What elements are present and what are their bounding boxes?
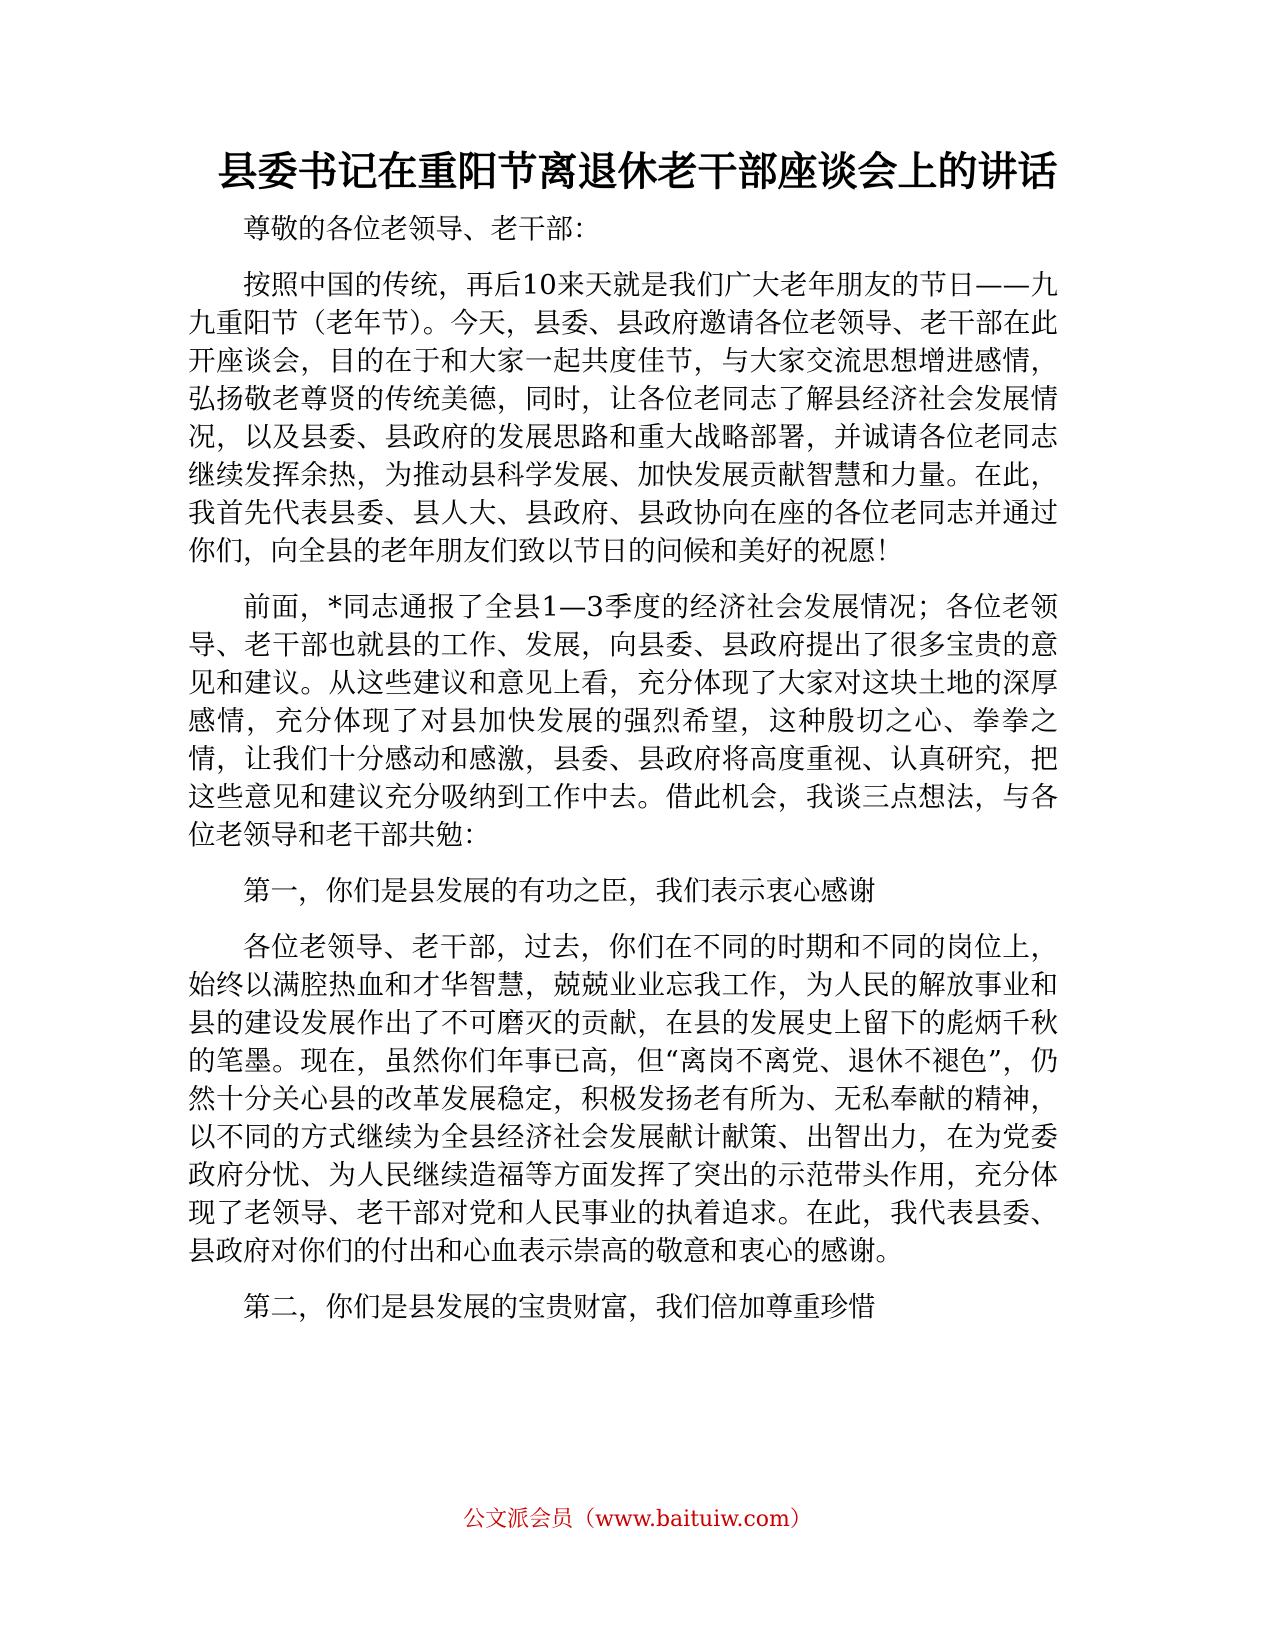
- salutation: 尊敬的各位老领导、老干部：: [243, 213, 601, 245]
- document-body: [188, 210, 1058, 1344]
- paragraph-review: 前面，*同志通报了全县1—3季度的经济社会发展情况；各位老领导、老干部也就县的工作、发展，向县委、县政府提出了很多宝贵的意见和建议。从这些建议和意见上看，充分体现了大家对这块土地的深厚感情，充分体现了对县加快发展的强烈希望，这种殷切之心、拳拳之情，让我们十分感动和感激，县委、县政府将高度重视、认真研究，把这些意见和建议充分吸纳到工作中去。借此机会，我谈三点想法，与各位老领导和老干部共勉：: [188, 591, 1058, 851]
- footer-watermark-link[interactable]: 公文派会员（www.baituiw.com）: [463, 1507, 812, 1532]
- paragraph-section-1: 各位老领导、老干部，过去，你们在不同的时期和不同的岗位上，始终以满腔热血和才华智慧，兢兢业业忘我工作，为人民的解放事业和县的建设发展作出了不可磨灭的贡献，在县的发展史上留下的彪炳千秋的笔墨。现在，虽然你们年事已高，但“离岗不离党、退休不褪色”，仍然十分关心县的改革发展稳定，积极发扬老有所为、无私奉献的精神，以不同的方式继续为全县经济社会发展献计献策、出智出力，在为党委政府分忧、为人民继续造福等方面发挥了突出的示范带头作用，充分体现了老领导、老干部对党和人民事业的执着追求。在此，我代表县委、县政府对你们的付出和心血表示崇高的敬意和衷心的感谢。: [188, 931, 1058, 1267]
- paragraph-intro: 按照中国的传统，再后10来天就是我们广大老年朋友的节日——九九重阳节（老年节）。今天，县委、县政府邀请各位老领导、老干部在此开座谈会，目的在于和大家一起共度佳节，与大家交流思想增进感情，弘扬敬老尊贤的传统美德，同时，让各位老同志了解县经济社会发展情况，以及县委、县政府的发展思路和重大战略部署，并诚请各位老同志继续发挥余热，为推动县科学发展、加快发展贡献智慧和力量。在此，我首先代表县委、县人大、县政府、县政协向在座的各位老同志并通过你们，向全县的老年朋友们致以节日的问候和美好的祝愿！: [188, 269, 1058, 567]
- section-heading-2: 第二，你们是县发展的宝贵财富，我们倍加尊重珍惜: [243, 1291, 876, 1323]
- document-title: 县委书记在重阳节离退休老干部座谈会上的讲话: [217, 149, 1058, 195]
- section-heading-1: 第一，你们是县发展的有功之臣，我们表示衷心感谢: [243, 875, 876, 907]
